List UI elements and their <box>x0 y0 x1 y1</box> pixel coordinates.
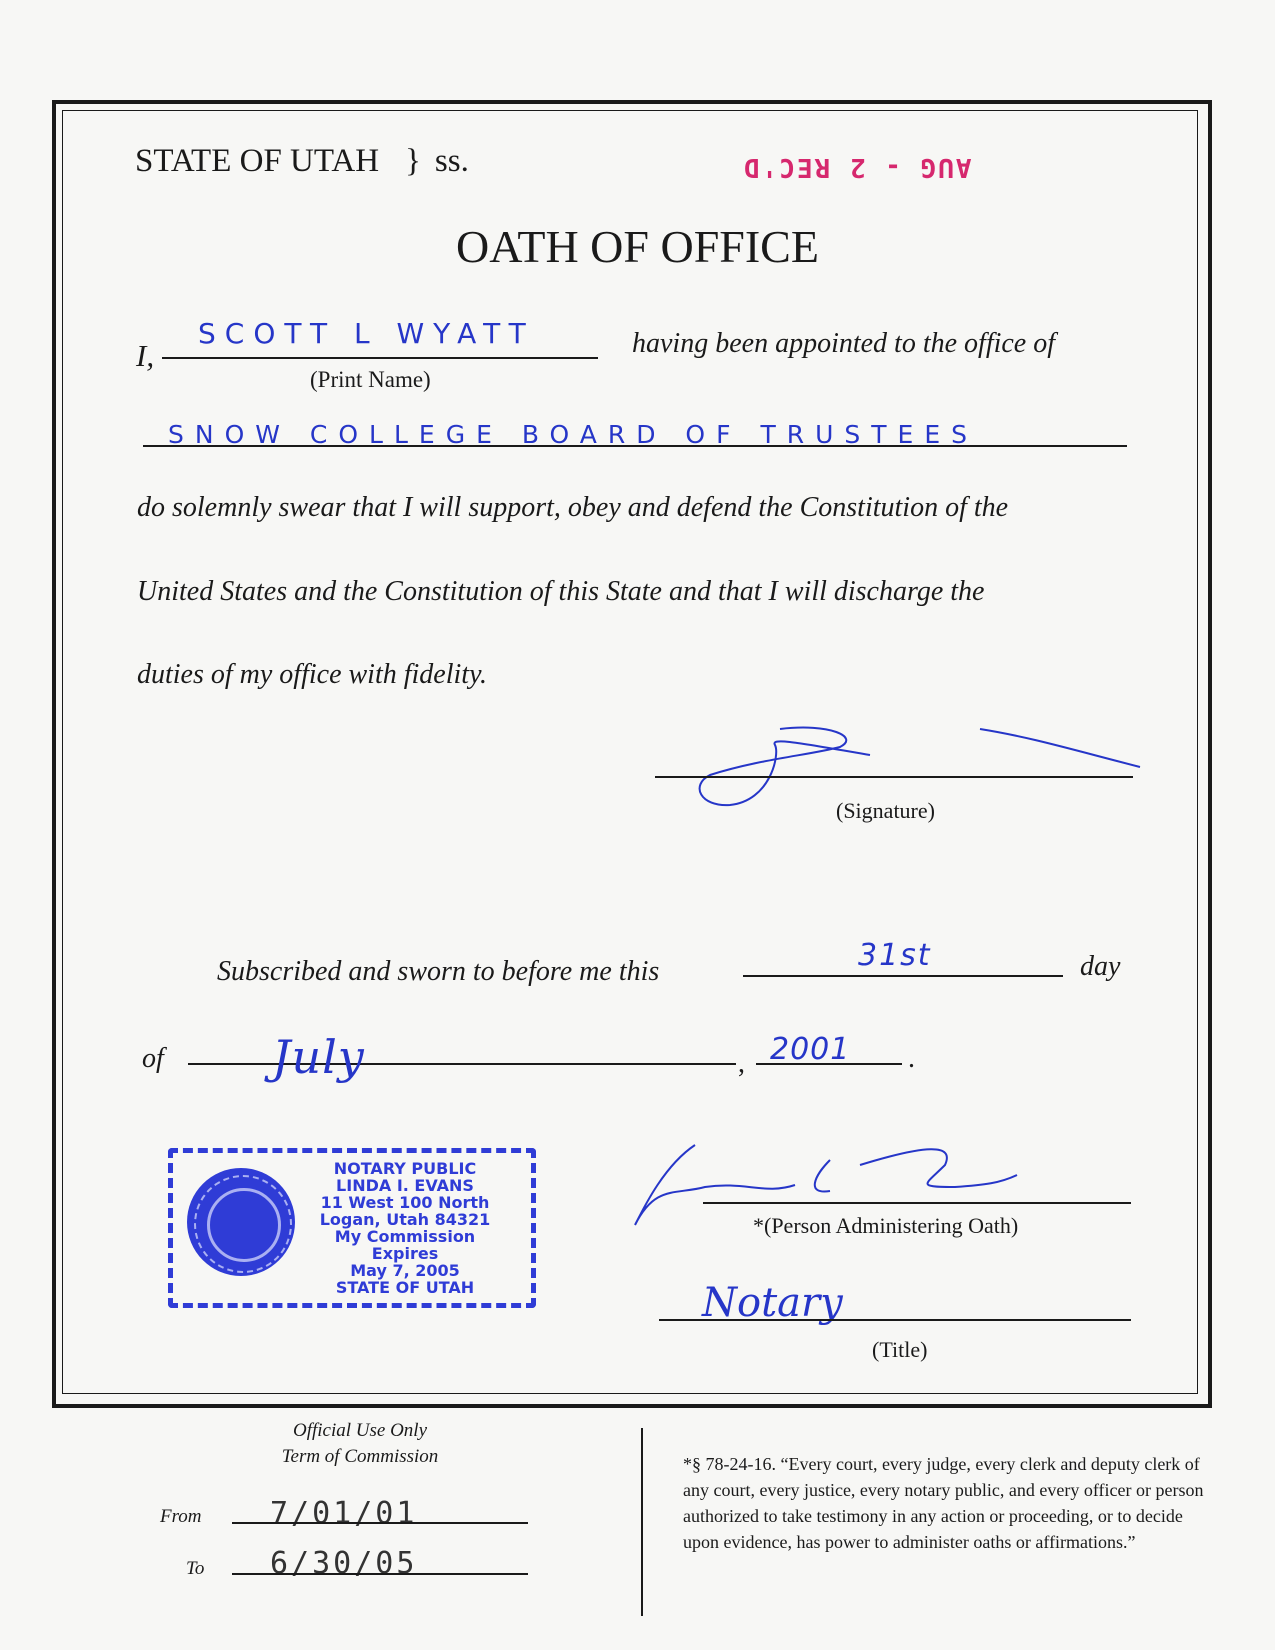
name-underline <box>162 357 598 359</box>
notary-stamp-text <box>300 1160 510 1296</box>
day-field-value[interactable]: 31st <box>858 938 932 973</box>
stamp-line: May 7, 2005 <box>350 1261 460 1280</box>
office-field-value[interactable]: SNOW COLLEGE BOARD OF TRUSTEES <box>168 420 978 449</box>
i-label: I, <box>136 338 155 373</box>
stamp-line: LINDA I. EVANS <box>336 1176 474 1195</box>
oath-body-line: do solemnly swear that I will support, obey and defend the Constitution of the <box>137 492 1009 523</box>
comma: , <box>738 1048 745 1079</box>
year-field-value[interactable]: 2001 <box>770 1032 851 1067</box>
title-field-value[interactable]: Notary <box>702 1280 843 1326</box>
official-use-label: Official Use Only <box>292 1420 428 1441</box>
document-title: OATH OF OFFICE <box>456 221 819 272</box>
month-field-value[interactable]: July <box>272 1030 365 1084</box>
to-date-value[interactable]: 6/30/05 <box>270 1546 418 1581</box>
title-underline <box>659 1319 1131 1321</box>
stamp-line: STATE OF UTAH <box>335 1278 475 1297</box>
ss-label: ss. <box>434 143 469 179</box>
vertical-divider <box>641 1428 643 1616</box>
statute-note: *§ 78-24-16. “Every court, every judge, every clerk and deputy clerk of any court, every justice, every notary public, and every officer or person authorized to take testimony in any action or proceeding, or to decide upon evidence, has power to administer oaths or affirmations.” <box>683 1454 1204 1552</box>
day-underline <box>743 975 1063 977</box>
from-underline <box>232 1522 528 1524</box>
administrator-underline <box>703 1202 1131 1204</box>
from-date-value[interactable]: 7/01/01 <box>270 1496 418 1531</box>
print-name-caption: (Print Name) <box>310 367 431 392</box>
official-use-heading <box>250 1418 470 1470</box>
appointed-text: having been appointed to the office of <box>632 328 1056 359</box>
seal-emblem <box>207 1188 281 1262</box>
name-field-value[interactable]: SCOTT L WYATT <box>198 317 535 350</box>
period: . <box>908 1043 915 1074</box>
title-caption: (Title) <box>872 1337 928 1362</box>
day-label: day <box>1080 951 1121 982</box>
signature-underline <box>655 776 1133 778</box>
stamp-line: NOTARY PUBLIC <box>333 1159 477 1178</box>
brace: } <box>405 143 421 179</box>
oath-body-line: United States and the Constitution of this State and that I will discharge the <box>137 576 985 607</box>
signature-caption: (Signature) <box>836 798 935 823</box>
from-label: From <box>160 1506 202 1527</box>
administrator-caption: *(Person Administering Oath) <box>753 1213 1019 1238</box>
received-date-stamp: AUG - 2 REC'D <box>742 152 972 182</box>
of-label: of <box>142 1043 164 1074</box>
term-of-commission-label: Term of Commission <box>281 1446 439 1467</box>
stamp-line: 11 West 100 North <box>320 1193 490 1212</box>
month-underline <box>188 1063 736 1065</box>
to-underline <box>232 1573 528 1575</box>
stamp-line: My Commission Expires <box>334 1227 476 1263</box>
state-heading <box>135 143 469 180</box>
state-name: STATE OF UTAH <box>135 143 380 179</box>
subscribed-text: Subscribed and sworn to before me this <box>217 956 660 987</box>
stamp-line: Logan, Utah 84321 <box>319 1210 491 1229</box>
oath-body-line: duties of my office with fidelity. <box>137 659 487 690</box>
to-label: To <box>186 1558 205 1579</box>
